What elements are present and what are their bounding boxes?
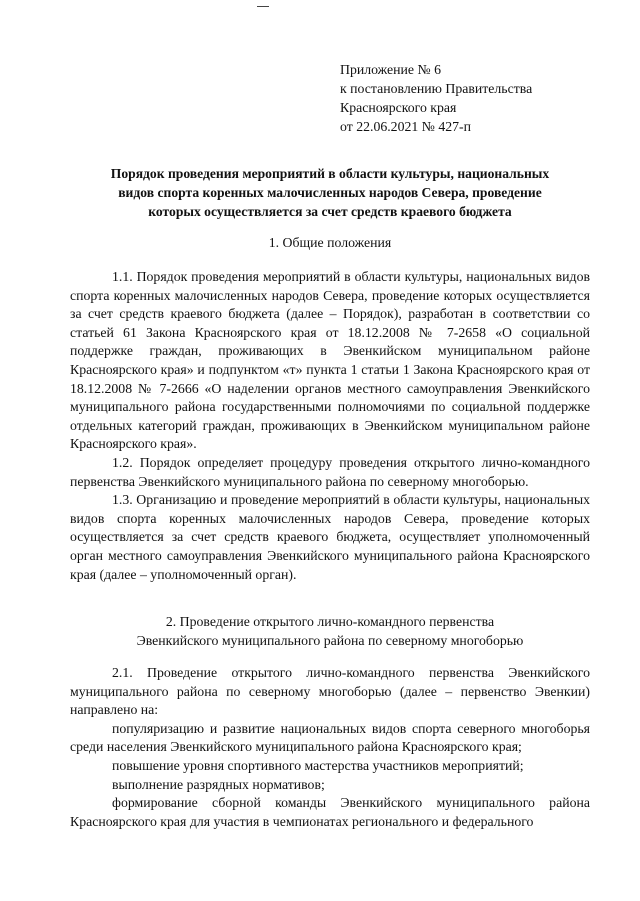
scan-mark [257, 6, 269, 7]
list-item: популяризацию и развитие национальных видов спорта северного многоборья среди населения Эвенкийского муниципального района Красноярского края; [70, 720, 590, 755]
annex-decree: к постановлению Правительства [340, 81, 533, 96]
title-line-2: видов спорта коренных малочисленных народов Севера, проведение [118, 185, 542, 200]
section-1-heading-text: 1. Общие положения [268, 235, 392, 250]
title-line-1: Порядок проведения мероприятий в области культуры, национальных [110, 166, 550, 181]
paragraph-2-1: 2.1. Проведение открытого лично-командного первенства Эвенкийского муниципального района по северному многоборью (далее – первенство Эвенкии) направлено на: [70, 665, 590, 718]
paragraph-1-2: 1.2. Порядок определяет процедуру проведения открытого лично-командного первенства Эвенкийского муниципального района по северному многоборью. [70, 454, 590, 489]
section-2-heading-line-2: Эвенкийского муниципального района по северному многоборью [136, 633, 524, 648]
title-line-3: которых осуществляется за счет средств краевого бюджета [148, 204, 512, 219]
section-1-heading [70, 233, 590, 252]
section-2-body [70, 664, 590, 831]
paragraph-1-3: 1.3. Организацию и проведение мероприятий в области культуры, национальных видов спорта коренных малочисленных народов Севера, проведение которых осуществляется за счет средств краевого бюджета, осуществляет уполномоченный орган местного самоуправления Эвенкийского муниципального района Красноярского края (далее – уполномоченный орган). [70, 492, 590, 582]
annex-block [340, 60, 630, 136]
section-2-heading [70, 612, 590, 650]
list-item: формирование сборной команды Эвенкийского муниципального района Красноярского края для участия в чемпионатах регионального и федерального [70, 795, 590, 829]
annex-region: Красноярского края [340, 100, 457, 115]
annex-number: Приложение № 6 [340, 62, 442, 77]
paragraph-1-1: 1.1. Порядок проведения мероприятий в области культуры, национальных видов спорта коренных малочисленных народов Севера, проведение которых осуществляется за счет средств краевого бюджета (далее – Порядок), разработан в соответствии со статьей 61 Закона Красноярского края от 18.12.2008 № 7-2658 «О социальной поддержке граждан, проживающих в Эвенкийском муниципальном районе Красноярского края» и подпунктом «т» пункта 1 статьи 1 Закона Красноярского края от 18.12.2008 № 7-2666 «О наделении органов местного самоуправления Эвенкийского муниципального района государственными полномочиями по социальной поддержке отдельных категорий граждан, проживающих в Эвенкийском муниципальном районе Красноярского края». [70, 269, 590, 452]
list-item: повышение уровня спортивного мастерства участников мероприятий; [112, 757, 524, 773]
list-item: выполнение разрядных нормативов; [112, 776, 325, 792]
annex-date: от 22.06.2021 № 427-п [340, 119, 472, 134]
section-2-heading-line-1: 2. Проведение открытого лично-командного первенства [165, 614, 495, 629]
document-title [70, 164, 590, 221]
section-1-body [70, 268, 590, 584]
